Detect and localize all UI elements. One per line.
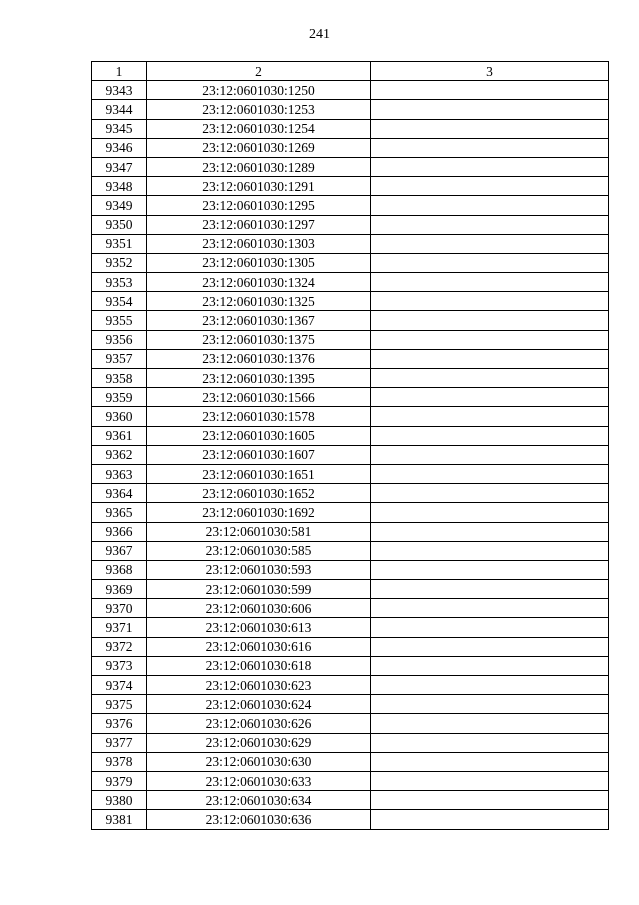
cadastral-number-cell: 23:12:0601030:633: [147, 771, 371, 790]
row-number-cell: 9381: [92, 810, 147, 829]
cadastral-table: [91, 61, 609, 830]
table-header-row: [92, 62, 609, 81]
column-3-cell: [371, 369, 609, 388]
row-number-cell: 9376: [92, 714, 147, 733]
column-3-cell: [371, 656, 609, 675]
cadastral-number-cell: 23:12:0601030:630: [147, 752, 371, 771]
row-number-cell: 9372: [92, 637, 147, 656]
table-row: [92, 196, 609, 215]
column-3-cell: [371, 292, 609, 311]
column-3-cell: [371, 100, 609, 119]
column-header-2: 2: [147, 62, 371, 81]
table-row: [92, 637, 609, 656]
column-3-cell: [371, 484, 609, 503]
row-number-cell: 9347: [92, 157, 147, 176]
cadastral-number-cell: 23:12:0601030:1652: [147, 484, 371, 503]
table-row: [92, 138, 609, 157]
column-3-cell: [371, 388, 609, 407]
table-row: [92, 215, 609, 234]
column-3-cell: [371, 119, 609, 138]
column-3-cell: [371, 637, 609, 656]
table-row: [92, 695, 609, 714]
cadastral-number-cell: 23:12:0601030:1375: [147, 330, 371, 349]
column-3-cell: [371, 196, 609, 215]
row-number-cell: 9360: [92, 407, 147, 426]
column-3-cell: [371, 676, 609, 695]
cadastral-number-cell: 23:12:0601030:1295: [147, 196, 371, 215]
table-row: [92, 81, 609, 100]
row-number-cell: 9346: [92, 138, 147, 157]
column-3-cell: [371, 330, 609, 349]
table-row: [92, 503, 609, 522]
cadastral-number-cell: 23:12:0601030:593: [147, 560, 371, 579]
cadastral-number-cell: 23:12:0601030:1578: [147, 407, 371, 426]
row-number-cell: 9365: [92, 503, 147, 522]
cadastral-number-cell: 23:12:0601030:599: [147, 580, 371, 599]
column-header-3: 3: [371, 62, 609, 81]
column-3-cell: [371, 177, 609, 196]
row-number-cell: 9343: [92, 81, 147, 100]
row-number-cell: 9378: [92, 752, 147, 771]
cadastral-number-cell: 23:12:0601030:1325: [147, 292, 371, 311]
cadastral-number-cell: 23:12:0601030:1289: [147, 157, 371, 176]
column-3-cell: [371, 407, 609, 426]
cadastral-number-cell: 23:12:0601030:1395: [147, 369, 371, 388]
table-row: [92, 311, 609, 330]
table-row: [92, 369, 609, 388]
column-3-cell: [371, 349, 609, 368]
row-number-cell: 9354: [92, 292, 147, 311]
cadastral-number-cell: 23:12:0601030:1305: [147, 253, 371, 272]
cadastral-number-cell: 23:12:0601030:1324: [147, 273, 371, 292]
cadastral-number-cell: 23:12:0601030:585: [147, 541, 371, 560]
row-number-cell: 9362: [92, 445, 147, 464]
table-row: [92, 234, 609, 253]
cadastral-number-cell: 23:12:0601030:1605: [147, 426, 371, 445]
cadastral-number-cell: 23:12:0601030:626: [147, 714, 371, 733]
cadastral-number-cell: 23:12:0601030:1291: [147, 177, 371, 196]
table-row: [92, 330, 609, 349]
table-row: [92, 771, 609, 790]
row-number-cell: 9349: [92, 196, 147, 215]
table-row: [92, 656, 609, 675]
row-number-cell: 9357: [92, 349, 147, 368]
row-number-cell: 9368: [92, 560, 147, 579]
row-number-cell: 9380: [92, 791, 147, 810]
column-3-cell: [371, 541, 609, 560]
column-3-cell: [371, 215, 609, 234]
table-row: [92, 100, 609, 119]
column-3-cell: [371, 464, 609, 483]
table-row: [92, 810, 609, 829]
row-number-cell: 9369: [92, 580, 147, 599]
cadastral-number-cell: 23:12:0601030:1376: [147, 349, 371, 368]
column-3-cell: [371, 273, 609, 292]
cadastral-number-cell: 23:12:0601030:1269: [147, 138, 371, 157]
column-3-cell: [371, 618, 609, 637]
cadastral-number-cell: 23:12:0601030:581: [147, 522, 371, 541]
table-row: [92, 733, 609, 752]
column-3-cell: [371, 560, 609, 579]
row-number-cell: 9375: [92, 695, 147, 714]
column-3-cell: [371, 791, 609, 810]
row-number-cell: 9370: [92, 599, 147, 618]
row-number-cell: 9344: [92, 100, 147, 119]
cadastral-number-cell: 23:12:0601030:613: [147, 618, 371, 637]
cadastral-number-cell: 23:12:0601030:1607: [147, 445, 371, 464]
table-row: [92, 599, 609, 618]
table-row: [92, 177, 609, 196]
row-number-cell: 9371: [92, 618, 147, 637]
row-number-cell: 9350: [92, 215, 147, 234]
cadastral-number-cell: 23:12:0601030:1367: [147, 311, 371, 330]
cadastral-number-cell: 23:12:0601030:636: [147, 810, 371, 829]
column-3-cell: [371, 733, 609, 752]
row-number-cell: 9348: [92, 177, 147, 196]
table-row: [92, 714, 609, 733]
column-3-cell: [371, 522, 609, 541]
column-3-cell: [371, 752, 609, 771]
row-number-cell: 9359: [92, 388, 147, 407]
row-number-cell: 9361: [92, 426, 147, 445]
table-row: [92, 292, 609, 311]
table-row: [92, 273, 609, 292]
table-row: [92, 484, 609, 503]
table-row: [92, 464, 609, 483]
column-3-cell: [371, 503, 609, 522]
column-3-cell: [371, 695, 609, 714]
cadastral-number-cell: 23:12:0601030:606: [147, 599, 371, 618]
row-number-cell: 9355: [92, 311, 147, 330]
column-3-cell: [371, 157, 609, 176]
cadastral-number-cell: 23:12:0601030:623: [147, 676, 371, 695]
cadastral-number-cell: 23:12:0601030:629: [147, 733, 371, 752]
row-number-cell: 9351: [92, 234, 147, 253]
table-row: [92, 618, 609, 637]
table-row: [92, 119, 609, 138]
cadastral-number-cell: 23:12:0601030:618: [147, 656, 371, 675]
row-number-cell: 9363: [92, 464, 147, 483]
cadastral-number-cell: 23:12:0601030:1254: [147, 119, 371, 138]
table-row: [92, 541, 609, 560]
table-row: [92, 407, 609, 426]
cadastral-number-cell: 23:12:0601030:1692: [147, 503, 371, 522]
cadastral-number-cell: 23:12:0601030:634: [147, 791, 371, 810]
row-number-cell: 9353: [92, 273, 147, 292]
column-3-cell: [371, 599, 609, 618]
row-number-cell: 9367: [92, 541, 147, 560]
row-number-cell: 9358: [92, 369, 147, 388]
row-number-cell: 9374: [92, 676, 147, 695]
row-number-cell: 9366: [92, 522, 147, 541]
row-number-cell: 9379: [92, 771, 147, 790]
table-row: [92, 791, 609, 810]
cadastral-number-cell: 23:12:0601030:1566: [147, 388, 371, 407]
column-3-cell: [371, 234, 609, 253]
row-number-cell: 9373: [92, 656, 147, 675]
column-3-cell: [371, 445, 609, 464]
table-row: [92, 349, 609, 368]
table-row: [92, 560, 609, 579]
table-row: [92, 752, 609, 771]
row-number-cell: 9377: [92, 733, 147, 752]
row-number-cell: 9352: [92, 253, 147, 272]
cadastral-number-cell: 23:12:0601030:616: [147, 637, 371, 656]
column-3-cell: [371, 81, 609, 100]
table-row: [92, 426, 609, 445]
table-row: [92, 157, 609, 176]
column-3-cell: [371, 580, 609, 599]
table-body: [92, 62, 609, 830]
cadastral-number-cell: 23:12:0601030:1651: [147, 464, 371, 483]
row-number-cell: 9364: [92, 484, 147, 503]
cadastral-number-cell: 23:12:0601030:624: [147, 695, 371, 714]
column-3-cell: [371, 311, 609, 330]
row-number-cell: 9345: [92, 119, 147, 138]
table-row: [92, 388, 609, 407]
column-3-cell: [371, 771, 609, 790]
table-row: [92, 580, 609, 599]
column-3-cell: [371, 253, 609, 272]
table-row: [92, 253, 609, 272]
column-3-cell: [371, 810, 609, 829]
column-3-cell: [371, 138, 609, 157]
table-row: [92, 445, 609, 464]
column-3-cell: [371, 426, 609, 445]
cadastral-number-cell: 23:12:0601030:1250: [147, 81, 371, 100]
column-header-1: 1: [92, 62, 147, 81]
row-number-cell: 9356: [92, 330, 147, 349]
cadastral-number-cell: 23:12:0601030:1303: [147, 234, 371, 253]
table-row: [92, 676, 609, 695]
page-number: 241: [309, 27, 330, 42]
cadastral-number-cell: 23:12:0601030:1297: [147, 215, 371, 234]
cadastral-number-cell: 23:12:0601030:1253: [147, 100, 371, 119]
table-row: [92, 522, 609, 541]
column-3-cell: [371, 714, 609, 733]
